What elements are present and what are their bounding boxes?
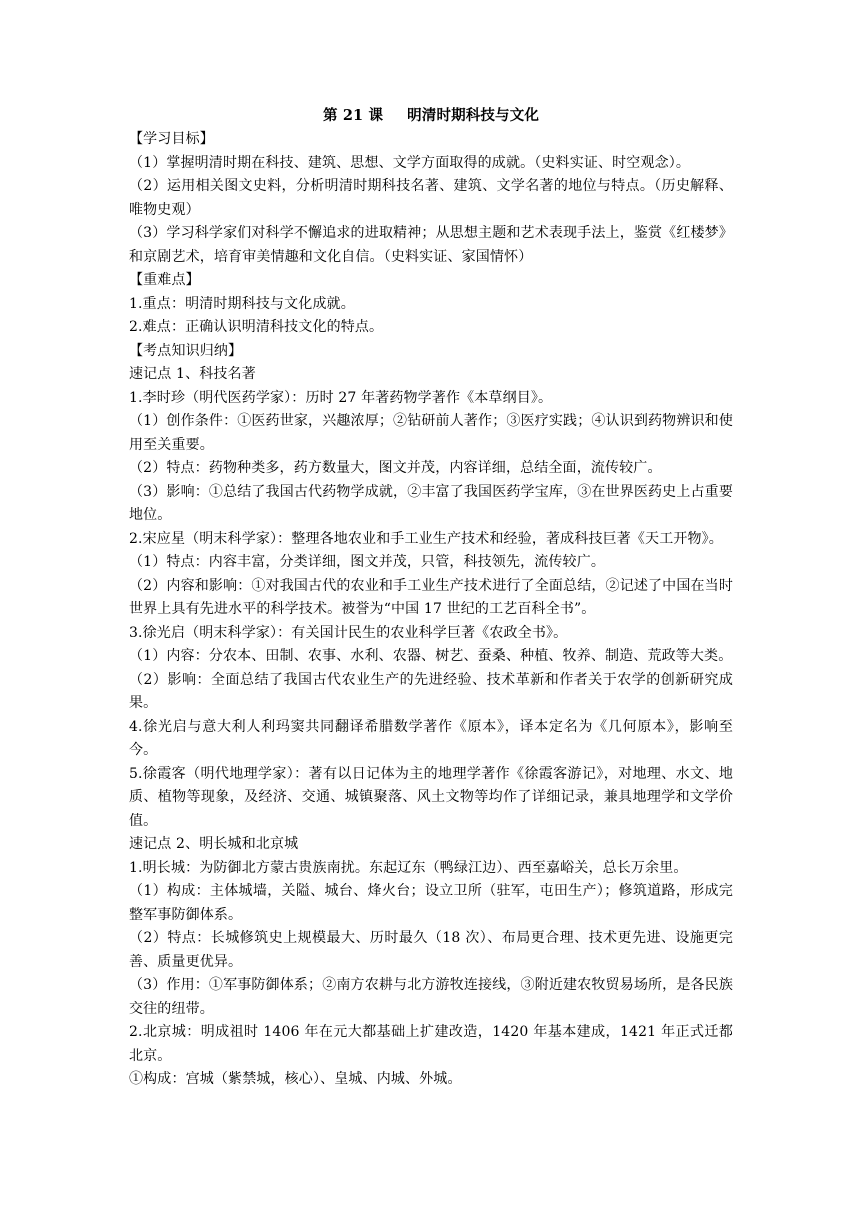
page-title bbox=[129, 104, 733, 128]
paragraph: 【考点知识归纳】 bbox=[129, 342, 243, 359]
paragraph: 2.难点：正确认识明清科技文化的特点。 bbox=[129, 319, 384, 335]
paragraph: （3）学习科学家们对科学不懈追求的进取精神；从思想主题和艺术表现手法上，鉴赏《红楼梦》和京剧艺术，培育审美情趣和文化自信。（史料实证、家国情怀） bbox=[129, 225, 733, 265]
paragraph: （2）内容和影响：①对我国古代的农业和手工业生产技术进行了全面总结，②记述了中国在当时世界上具有先进水平的科学技术。被誉为“中国 17 世纪的工艺百科全书”。 bbox=[129, 577, 733, 617]
paragraph: （1）内容：分农本、田制、农事、水利、农器、树艺、蚕桑、种植、牧养、制造、荒政等大类。 bbox=[129, 648, 733, 664]
paragraph: 【学习目标】 bbox=[129, 131, 214, 147]
paragraph: （2）运用相关图文史料，分析明清时期科技名著、建筑、文学名著的地位与特点。（历史解释、唯物史观） bbox=[129, 178, 733, 218]
lesson-topic: 明清时期科技与文化 bbox=[407, 107, 540, 124]
paragraph: 4.徐光启与意大利人利玛窦共同翻译希腊数学著作《原本》，译本定名为《几何原本》，影响至今。 bbox=[129, 718, 733, 758]
paragraph: （1）创作条件：①医药世家，兴趣浓厚；②钻研前人著作；③医疗实践；④认识到药物辨识和使用至关重要。 bbox=[129, 413, 733, 453]
paragraph: （1）特点：内容丰富，分类详细，图文并茂，只管，科技领先，流传较广。 bbox=[129, 554, 606, 570]
paragraph: （1）构成：主体城墙，关隘、城台、烽火台；设立卫所（驻军，屯田生产）；修筑道路，形成完整军事防御体系。 bbox=[129, 883, 733, 923]
paragraph: 【重难点】 bbox=[129, 272, 200, 288]
paragraph: （2）影响：全面总结了我国古代农业生产的先进经验、技术革新和作者关于农学的创新研究成果。 bbox=[129, 671, 733, 711]
paragraph: 3.徐光启（明末科学家）：有关国计民生的农业科学巨著《农政全书》。 bbox=[129, 624, 568, 641]
paragraph: （3）影响：①总结了我国古代药物学成就，②丰富了我国医药学宝库，③在世界医药史上占重要地位。 bbox=[129, 483, 733, 523]
paragraph: （3）作用：①军事防御体系；②南方农耕与北方游牧连接线，③附近建农牧贸易场所，是各民族交往的纽带。 bbox=[129, 977, 733, 1017]
lesson-number: 第 21 课 bbox=[322, 107, 384, 124]
paragraph: 1.李时珍（明代医药学家）：历时 27 年著药物学著作《本草纲目》。 bbox=[129, 389, 553, 406]
paragraph-list bbox=[129, 128, 733, 1092]
paragraph: 5.徐霞客（明代地理学家）：著有以日记体为主的地理学著作《徐霞客游记》，对地理、水文、地质、植物等现象，及经济、交通、城镇聚落、风土文物等均作了详细记录，兼具地理学和文学价值。 bbox=[129, 765, 733, 829]
document-body bbox=[129, 104, 733, 1092]
paragraph: 2.宋应星（明末科学家）：整理各地农业和手工业生产技术和经验，著成科技巨著《天工开物》。 bbox=[129, 530, 723, 547]
paragraph: 1.明长城：为防御北方蒙古贵族南扰。东起辽东（鸭绿江边）、西至嘉峪关，总长万余里。 bbox=[129, 859, 688, 876]
paragraph: （1）掌握明清时期在科技、建筑、思想、文学方面取得的成就。（史料实证、时空观念）。 bbox=[129, 154, 691, 171]
paragraph: 速记点 2、明长城和北京城 bbox=[129, 836, 299, 852]
paragraph: 1.重点：明清时期科技与文化成就。 bbox=[129, 295, 355, 312]
paragraph: ①构成：宫城（紫禁城，核心）、皇城、内城、外城。 bbox=[129, 1071, 462, 1087]
paragraph: （2）特点：药物种类多，药方数量大，图文并茂，内容详细，总结全面，流传较广。 bbox=[129, 460, 662, 476]
paragraph: 2.北京城：明成祖时 1406 年在元大都基础上扩建改造，1420 年基本建成，1421 年正式迁都北京。 bbox=[129, 1024, 733, 1064]
paragraph: 速记点 1、科技名著 bbox=[129, 366, 256, 382]
paragraph: （2）特点：长城修筑史上规模最大、历时最久（18 次）、布局更合理、技术更先进、设施更完善、质量更优异。 bbox=[129, 930, 733, 970]
